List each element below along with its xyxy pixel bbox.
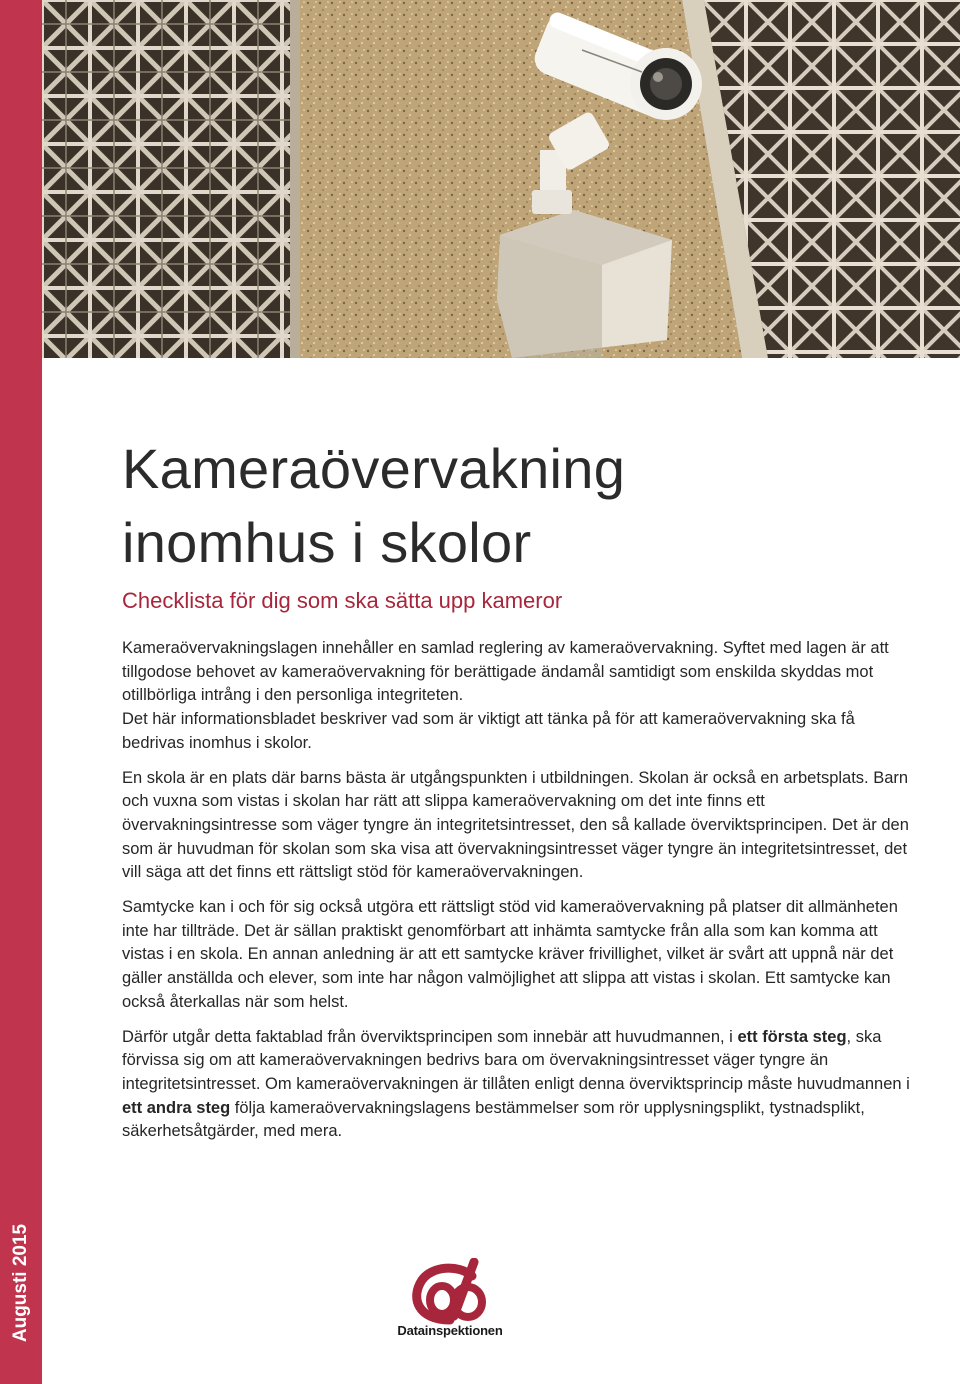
publication-date: Augusti 2015: [10, 1223, 31, 1343]
paragraph-4-part-b: , ska förvissa sig om att kameraövervakningen bedrivs bara om övervakningsintresset väger tyngre än integritetsintresset. Om kameraövervakningen är tillåten enligt denna överviktsprincip måste huvudmannen i: [122, 1027, 910, 1093]
body-text: [122, 637, 912, 1155]
title-line-1: Kameraövervakning: [122, 437, 626, 500]
side-bar: [0, 0, 42, 1384]
title-line-2: inomhus i skolor: [122, 511, 532, 574]
logo-wordmark: Datainspektionen: [397, 1323, 503, 1338]
subtitle: Checklista för dig som ska sätta upp kameror: [122, 588, 563, 613]
bold-first-step: ett första steg: [737, 1027, 847, 1046]
paragraph-2: En skola är en plats där barns bästa är utgångspunkten i utbildningen. Skolan är också en arbetsplats. Barn och vuxna som vistas i skolan har rätt att slippa kameraövervakning om det inte finns ett övervakningsintresse som väger tyngre än integritetsintresset, den så kallade överviktsprincipen. Det är den som är huvudman för skolan som ska visa att övervakningsintresset väger tyngre än integritetsintresset, det vill säga att det finns ett rättsligt stöd för kameraövervakningen.: [122, 768, 909, 882]
paragraph-3: Samtycke kan i och för sig också utgöra ett rättsligt stöd vid kameraövervakning på platser dit allmänheten inte har tillträde. Det är sällan praktiskt genomförbart att inhämta samtycke från alla som kan komma att vistas i en skola. En annan anledning är att ett samtycke kräver frivillighet, vilket är svårt att uppnå när det gäller anställda och elever, som inte har någon valmöjlighet att slippa att vistas i skolan. Ett samtycke kan också återkallas när som helst.: [122, 898, 898, 1011]
paragraph-1b: Det här informationsbladet beskriver vad som är viktigt att tänka på för att kameraövervakning ska få bedrivas inomhus i skolor.: [122, 710, 855, 752]
bold-second-step: ett andra steg: [122, 1098, 231, 1117]
hero-photo: [42, 0, 960, 358]
page-title: [122, 432, 625, 580]
paragraph-4-part-c: följa kameraövervakningslagens bestämmelser som rör upplysningsplikt, tystnadsplikt, säkerhetsåtgärder, med mera.: [122, 1098, 865, 1141]
paragraph-4-part-a: Därför utgår detta faktablad från överviktsprincipen som innebär att huvudmannen, i: [122, 1027, 738, 1046]
paragraph-1: Kameraövervakningslagen innehåller en samlad reglering av kameraövervakning. Syftet med lagen är att tillgodose behovet av kameraövervakning för berättigade ändamål samtidigt som enskilda skyddas mot otillbörliga intrång i den personliga integriteten.: [122, 639, 889, 705]
paragraph-4: [122, 1026, 912, 1145]
